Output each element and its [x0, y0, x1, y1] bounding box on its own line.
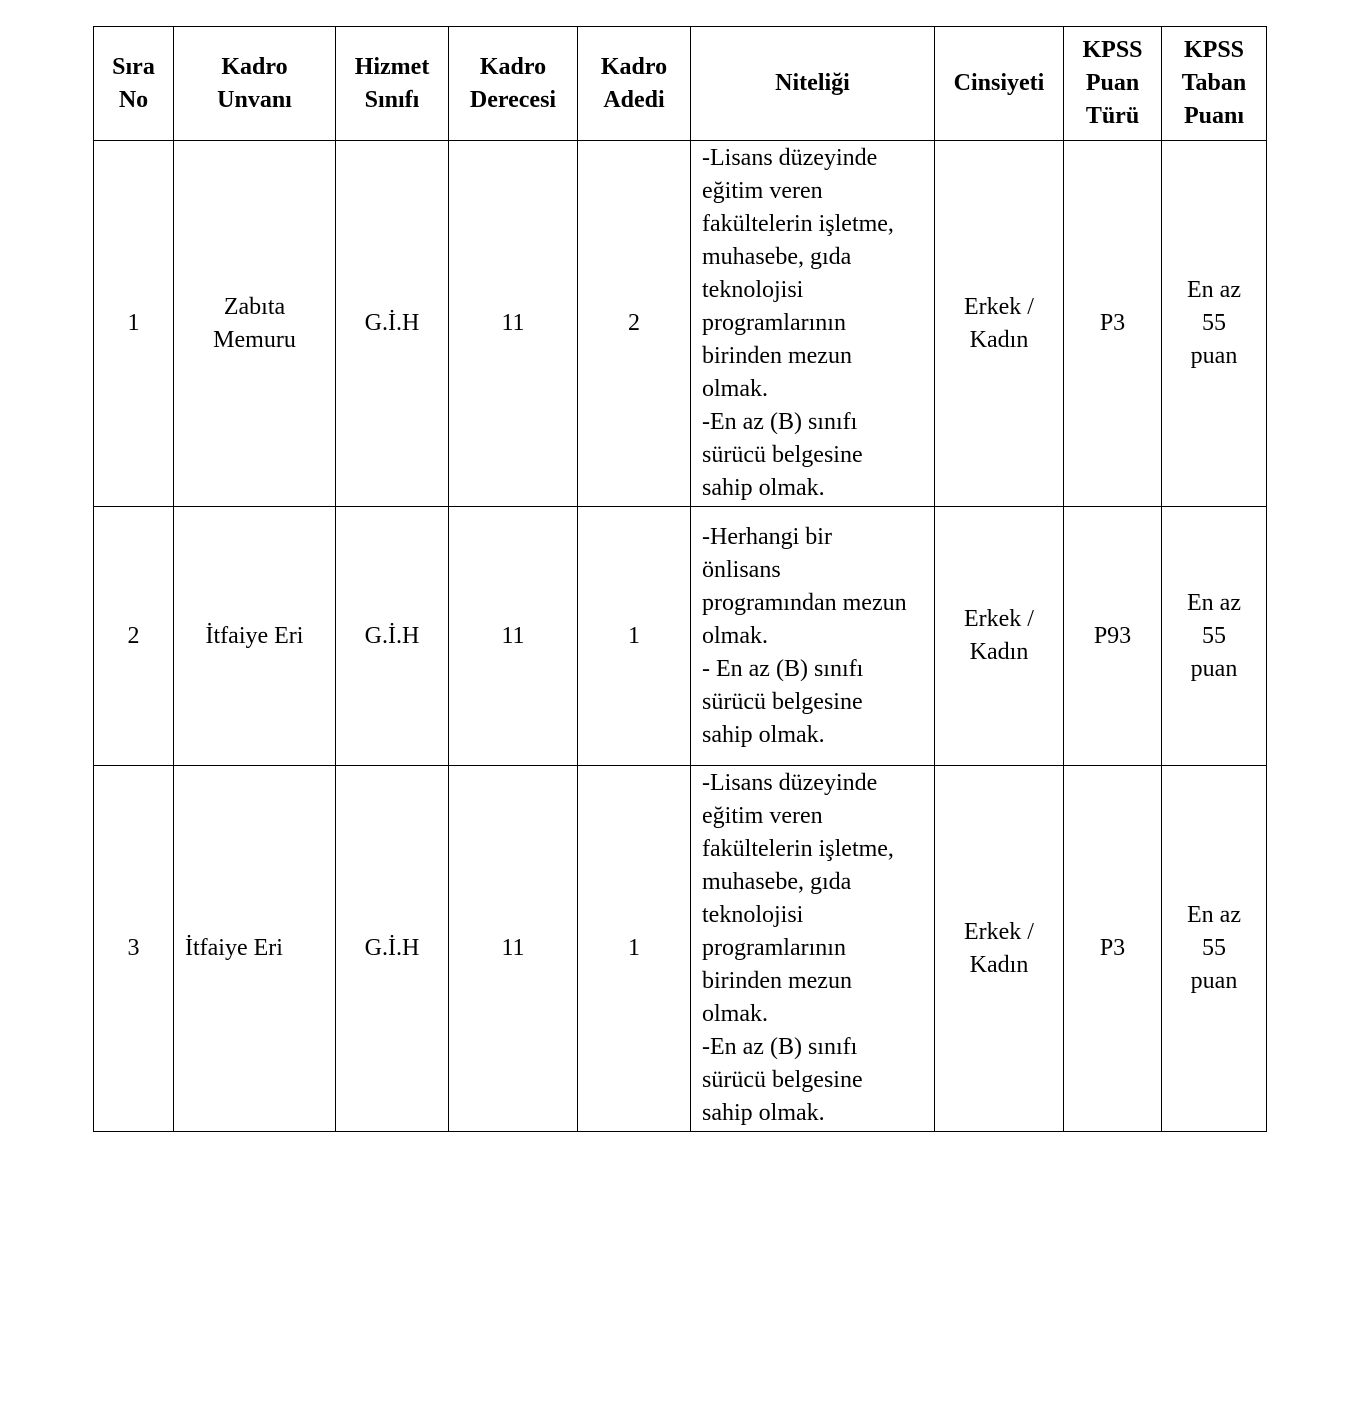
cinsiyet-line: Kadın — [969, 951, 1029, 978]
header-derece-line: Derecesi — [469, 86, 557, 113]
taban-line: 55 — [1202, 622, 1226, 649]
nitelik-line: muhasebe, gıda — [702, 869, 852, 895]
cinsiyet-line: Erkek / — [964, 918, 1034, 945]
cell-cinsiyeti — [935, 141, 1064, 507]
cell-hizmet-sinifi: G.İ.H — [336, 141, 449, 507]
header-puan-turu-line: Türü — [1085, 103, 1140, 129]
unvan-line: İtfaiye Eri — [185, 935, 283, 961]
cell-cinsiyeti — [935, 507, 1064, 766]
header-hizmet-line: Sınıfı — [364, 86, 420, 113]
nitelik-line: olmak. — [702, 622, 768, 649]
header-hizmet-line: Hizmet — [354, 53, 430, 80]
header-derece-line: Kadro — [479, 53, 547, 80]
header-adet-line: Adedi — [603, 86, 665, 113]
taban-line: En az — [1187, 277, 1241, 303]
nitelik-line: -En az (B) sınıfı — [702, 1034, 858, 1060]
cell-niteligi — [691, 507, 935, 766]
header-adet-line: Kadro — [600, 53, 668, 80]
cell-niteligi — [691, 141, 935, 507]
nitelik-line: sürücü belgesine — [702, 442, 863, 468]
header-row — [94, 27, 1267, 141]
kadro-table — [93, 26, 1267, 1132]
cell-kpss-taban-puani — [1162, 507, 1267, 766]
nitelik-line: fakültelerin işletme, — [702, 836, 894, 862]
table-row — [94, 141, 1267, 507]
cell-kadro-derecesi: 11 — [449, 141, 578, 507]
taban-line: puan — [1190, 343, 1238, 369]
cinsiyet-line: Kadın — [969, 639, 1029, 665]
cell-kadro-derecesi: 11 — [449, 507, 578, 766]
nitelik-line: sahip olmak. — [702, 475, 825, 501]
cinsiyet-line: Erkek / — [964, 606, 1034, 632]
nitelik-line: -Herhangi bir — [702, 523, 832, 550]
cinsiyet-line: Erkek / — [964, 293, 1034, 320]
nitelik-line: programından mezun — [702, 589, 907, 616]
nitelik-line: muhasebe, gıda — [702, 244, 852, 270]
table-row — [94, 507, 1267, 766]
cell-cinsiyeti — [935, 766, 1064, 1132]
cell-kadro-unvani — [174, 507, 336, 766]
nitelik-line: olmak. — [702, 1001, 768, 1027]
cell-kadro-unvani — [174, 766, 336, 1132]
nitelik-line: teknolojisi — [702, 277, 804, 303]
header-taban-line: Taban — [1181, 70, 1247, 96]
nitelik-line: -En az (B) sınıfı — [702, 409, 858, 435]
taban-line: puan — [1190, 968, 1238, 994]
cell-niteligi — [691, 766, 935, 1132]
cell-kadro-adedi: 2 — [578, 141, 691, 507]
nitelik-line: fakültelerin işletme, — [702, 211, 894, 237]
header-puan-turu-line: Puan — [1085, 70, 1140, 96]
header-hizmet-sinifi — [336, 27, 449, 141]
cell-kadro-adedi: 1 — [578, 766, 691, 1132]
nitelik-line: eğitim veren — [702, 803, 823, 829]
unvan-line: İtfaiye Eri — [205, 622, 304, 649]
nitelik-line: sahip olmak. — [702, 1100, 825, 1126]
cell-kadro-unvani — [174, 141, 336, 507]
taban-line: En az — [1187, 589, 1241, 616]
taban-line: 55 — [1202, 310, 1226, 336]
cell-kpss-puan-turu: P3 — [1064, 766, 1162, 1132]
header-puan-turu-line: KPSS — [1082, 37, 1143, 63]
cinsiyet-line: Kadın — [969, 326, 1029, 353]
header-sira-no — [94, 27, 174, 141]
nitelik-line: sahip olmak. — [702, 721, 825, 748]
nitelik-line: - En az (B) sınıfı — [702, 655, 864, 682]
nitelik-line: -Lisans düzeyinde — [702, 145, 878, 171]
unvan-line: Zabıta — [223, 293, 286, 320]
cell-hizmet-sinifi: G.İ.H — [336, 507, 449, 766]
cell-sira-no: 1 — [94, 141, 174, 507]
cell-kpss-taban-puani — [1162, 141, 1267, 507]
header-cinsiyet-line: Cinsiyeti — [953, 70, 1045, 96]
nitelik-line: önlisans — [702, 556, 781, 583]
taban-line: En az — [1187, 902, 1241, 928]
header-kadro-unvani — [174, 27, 336, 141]
cell-kpss-taban-puani — [1162, 766, 1267, 1132]
header-unvan-line: Unvanı — [217, 86, 292, 113]
cell-kadro-adedi: 1 — [578, 507, 691, 766]
header-taban-line: KPSS — [1183, 37, 1245, 63]
nitelik-line: sürücü belgesine — [702, 688, 863, 715]
header-nitelik-line: Niteliği — [775, 70, 850, 96]
cell-kpss-puan-turu: P93 — [1064, 507, 1162, 766]
nitelik-line: -Lisans düzeyinde — [702, 770, 878, 796]
nitelik-line: sürücü belgesine — [702, 1067, 863, 1093]
nitelik-line: birinden mezun — [702, 968, 852, 994]
header-sira-line: No — [118, 86, 149, 113]
nitelik-line: olmak. — [702, 376, 768, 402]
taban-line: 55 — [1202, 935, 1226, 961]
header-unvan-line: Kadro — [221, 53, 288, 80]
header-kpss-puan-turu — [1064, 27, 1162, 141]
header-kpss-taban-puani — [1162, 27, 1267, 141]
taban-line: puan — [1190, 655, 1238, 682]
cell-sira-no: 3 — [94, 766, 174, 1132]
nitelik-line: programlarının — [702, 935, 846, 961]
nitelik-line: eğitim veren — [702, 178, 823, 204]
header-kadro-derecesi — [449, 27, 578, 141]
header-cinsiyeti — [935, 27, 1064, 141]
cell-kpss-puan-turu: P3 — [1064, 141, 1162, 507]
nitelik-line: birinden mezun — [702, 343, 852, 369]
header-kadro-adedi — [578, 27, 691, 141]
unvan-line: Memuru — [213, 326, 296, 353]
cell-hizmet-sinifi: G.İ.H — [336, 766, 449, 1132]
nitelik-line: teknolojisi — [702, 902, 804, 928]
nitelik-line: programlarının — [702, 310, 846, 336]
header-taban-line: Puanı — [1183, 103, 1245, 129]
header-niteligi — [691, 27, 935, 141]
cell-kadro-derecesi: 11 — [449, 766, 578, 1132]
table-row — [94, 766, 1267, 1132]
cell-sira-no: 2 — [94, 507, 174, 766]
header-sira-line: Sıra — [112, 53, 155, 80]
